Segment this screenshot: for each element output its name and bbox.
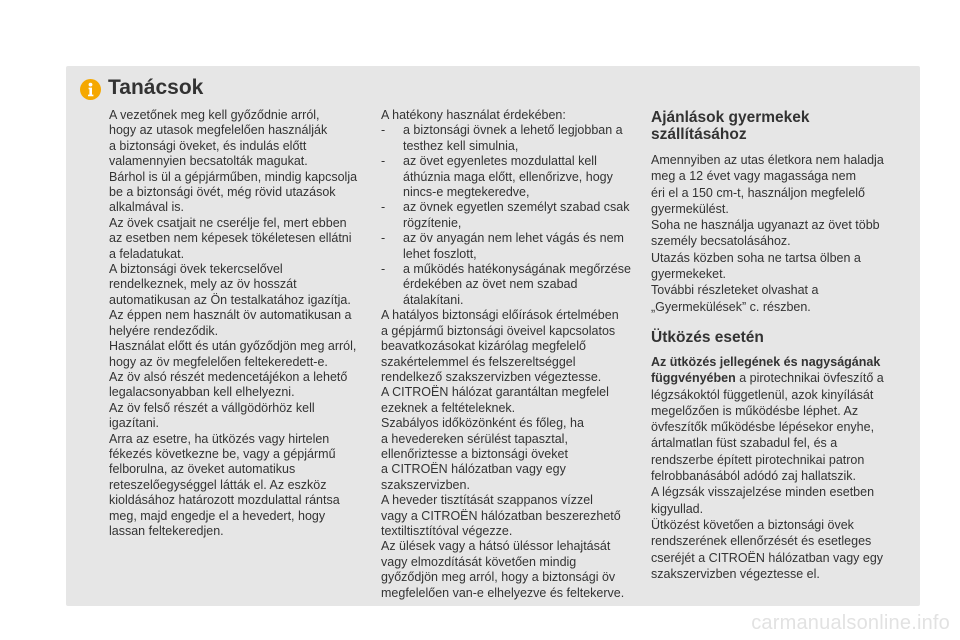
text-line: a biztonsági öveket, és indulás előtt [109,138,307,153]
text-line: gyermekülést. [651,201,729,216]
text-line: alkalmával is. [109,200,185,215]
text-line: Az éppen nem használt öv automatikusan a [109,308,352,323]
text-line: lassan feltekeredjen. [109,523,224,538]
text-line: Szabályos időközönként és főleg, ha [381,416,584,431]
text-line: felborulna, az öveket automatikus [109,462,296,477]
text-line: Az öv felső részét a vállgödörhöz kell [109,400,315,415]
bullet-item: - a biztonsági övnek a lehető legjobban a [381,123,643,138]
text-line: rendelkező szakszervizben végeztesse. [381,369,602,384]
column-children-and-crash [651,108,906,582]
text-line: a gépjármű biztonsági öveivel kapcsolatos [381,323,616,338]
maintenance-text [381,308,643,601]
info-icon [80,79,101,100]
text-line: A CITROËN hálózat garantáltan megfelel [381,385,609,400]
page-title: Tanácsok [108,76,204,99]
text-line: Arra az esetre, ha ütközés vagy hirtelen [109,431,330,446]
text-line: Ütközést követően a biztonsági övek [651,517,854,532]
bullet-item: - az övnek egyetlen személyt szabad csak [381,200,643,215]
column-effective-use [381,108,643,601]
text-line: ellenőriztesse a biztonsági öveket [381,446,568,461]
text-line: A heveder tisztítását szappanos vízzel [381,493,593,508]
text-line: helyére rendeződik. [109,323,219,338]
text-line: valamennyien becsatolták magukat. [109,154,308,169]
text-line: hogy az utasok megfelelően használják [109,123,328,138]
watermark: carmanualsonline.info [751,612,950,634]
crash-bold-phrase: Az ütközés jellegének és nagyságának [651,354,881,369]
text-line: Használat előtt és után győződjön meg arról, [109,339,357,354]
text-line: A vezetőnek meg kell győződnie arról, [109,108,320,122]
text-line: hogy az öv megfelelően feltekeredett-e. [109,354,328,369]
text-line: rendszerének ellenőrzését és esetleges [651,534,872,549]
text-line: a hevedereken sérülést tapasztal, [381,431,568,446]
text-line: megelőzően is működésbe léphet. Az [651,403,859,418]
text-line: személy becsatolásához. [651,234,791,249]
text-line: A hatályos biztonsági előírások értelmében [381,308,619,323]
text-line: éri el a 150 cm-t, használjon megfelelő [651,185,866,200]
text-line: legalacsonyabban kell elhelyezni. [109,385,295,400]
bullet-item-continued: lehet foszlott, [403,246,477,261]
text-line: „Gyermekülések” c. részben. [651,299,811,314]
text-line: beavatkozásokat kizárólag megfelelő [381,339,586,354]
text-line: a CITROËN hálózatban vagy egy [381,462,566,477]
text-line: be a biztonsági övét, még rövid utazások [109,185,336,200]
text-line: igazítani. [109,416,160,431]
text-line: ártalmatlan füst szabadul fel, és a [651,436,838,451]
text-line: textiltisztítóval végezze. [381,523,513,538]
text-line: az esetben nem képesek tökéletesen ellátni [109,231,352,246]
text-line: kioldásához határozott mozdulattal rántsa [109,493,340,508]
crash-text: Az ütközés jellegének és nagyságának függvényében a pirotechnikai övfeszítő a légzsákoktól függetlenül, azok kinyílását megelőzően is működésbe léphet. Az övfeszítők működésbe lépésekor enyhe, ártalmatlan füst szabadul fel, és a rendszerbe épített pirotechnikai patron felrobbanásából adódó zaj hallatszik. A légzsák visszajelzése minden esetben kigyullad. Ütközést követően a biztonsági övek rendszerének ellenőrzését és esetleges cseréjét a CITROËN hálózatban vagy egy szakszervizben végeztesse el. [651,354,906,582]
text-line: A légzsák visszajelzése minden esetben [651,485,875,500]
text-line: meg, majd engedje el a hevedert, hogy [109,508,326,523]
text-line: cseréjét a CITROËN hálózatban vagy egy [651,550,884,565]
text-line: a feladatukat. [109,246,185,261]
text-line: Az övek csatjait ne cserélje fel, mert ebben [109,215,347,230]
text-line: vagy a CITROËN hálózatban beszerezhető [381,508,621,523]
text-line: gyermekeket. [651,267,727,282]
text-line: fékezés következne be, vagy a gépjármű [109,446,336,461]
bullet-item-continued: átalakítani. [403,292,464,307]
text-line: győződjön meg arról, hogy a biztonsági öv [381,570,616,585]
text-line: meg a 12 évet vagy magassága nem [651,169,856,184]
bullet-item-continued: testhez kell simulnia, [403,138,519,153]
column-seatbelt-advice [109,108,361,539]
effective-use-intro: A hatékony használat érdekében: [381,108,566,122]
text-line: kigyullad. [651,501,704,516]
bullet-item: - az öv anyagán nem lehet vágás és nem [381,231,643,246]
text-line: Soha ne használja ugyanazt az övet több [651,218,880,233]
text-line: Utazás közben soha ne tartsa ölben a [651,250,861,265]
text-line: További részleteket olvashat a [651,283,819,298]
children-heading: Ajánlások gyermekek szállításához [651,109,810,143]
text-line: felrobbanásából adódó zaj hallatszik. [651,469,856,484]
text-line: reteszelőegységgel látták el. Az eszköz [109,477,327,492]
bullet-item-continued: rögzítenie, [403,215,462,230]
text-line: rendelkeznek, mely az öv hosszát [109,277,297,292]
text-line: szakértelemmel és felszereltséggel [381,354,576,369]
text-line: légzsákoktól függetlenül, azok kinyílását [651,387,874,402]
children-text [651,152,906,315]
effective-use-list [381,123,643,308]
text-line: szakszervizben végeztesse el. [651,566,820,581]
text-line: Az ülések vagy a hátsó üléssor lehajtását [381,539,611,554]
crash-bold-phrase-end: függvényében [651,371,736,386]
bullet-item-continued: nincs-e megtekeredve, [403,185,530,200]
text-line: Amennyiben az utas életkora nem haladja [651,153,884,167]
text-line: A biztonsági övek tekercselővel [109,262,283,277]
text-line: Bárhol is ül a gépjárműben, mindig kapcsolja [109,169,358,184]
bullet-item-continued: áthúznia maga előtt, ellenőrizve, hogy [403,169,613,184]
bullet-item: - a működés hatékonyságának megőrzése [381,262,643,277]
bullet-item-continued: érdekében az övet nem szabad [403,277,578,292]
text-line: szakszervizben. [381,477,470,492]
text-line: megfelelően van-e elhelyezve és feltekerve. [381,585,625,600]
text-line: Az öv alsó részét medencetájékon a lehető [109,369,348,384]
crash-heading: Ütközés esetén [651,328,764,346]
text-line: automatikusan az Ön testalkatához igazítja. [109,292,351,307]
text-line: övfeszítők működésbe lépésekor enyhe, [651,420,875,435]
bullet-item: - az övet egyenletes mozdulattal kell [381,154,643,169]
text-line: ezeknek a feltételeknek. [381,400,516,415]
text-line: vagy elmozdítását követően mindig [381,554,577,569]
text-line: rendszerbe épített pirotechnikai patron [651,452,865,467]
